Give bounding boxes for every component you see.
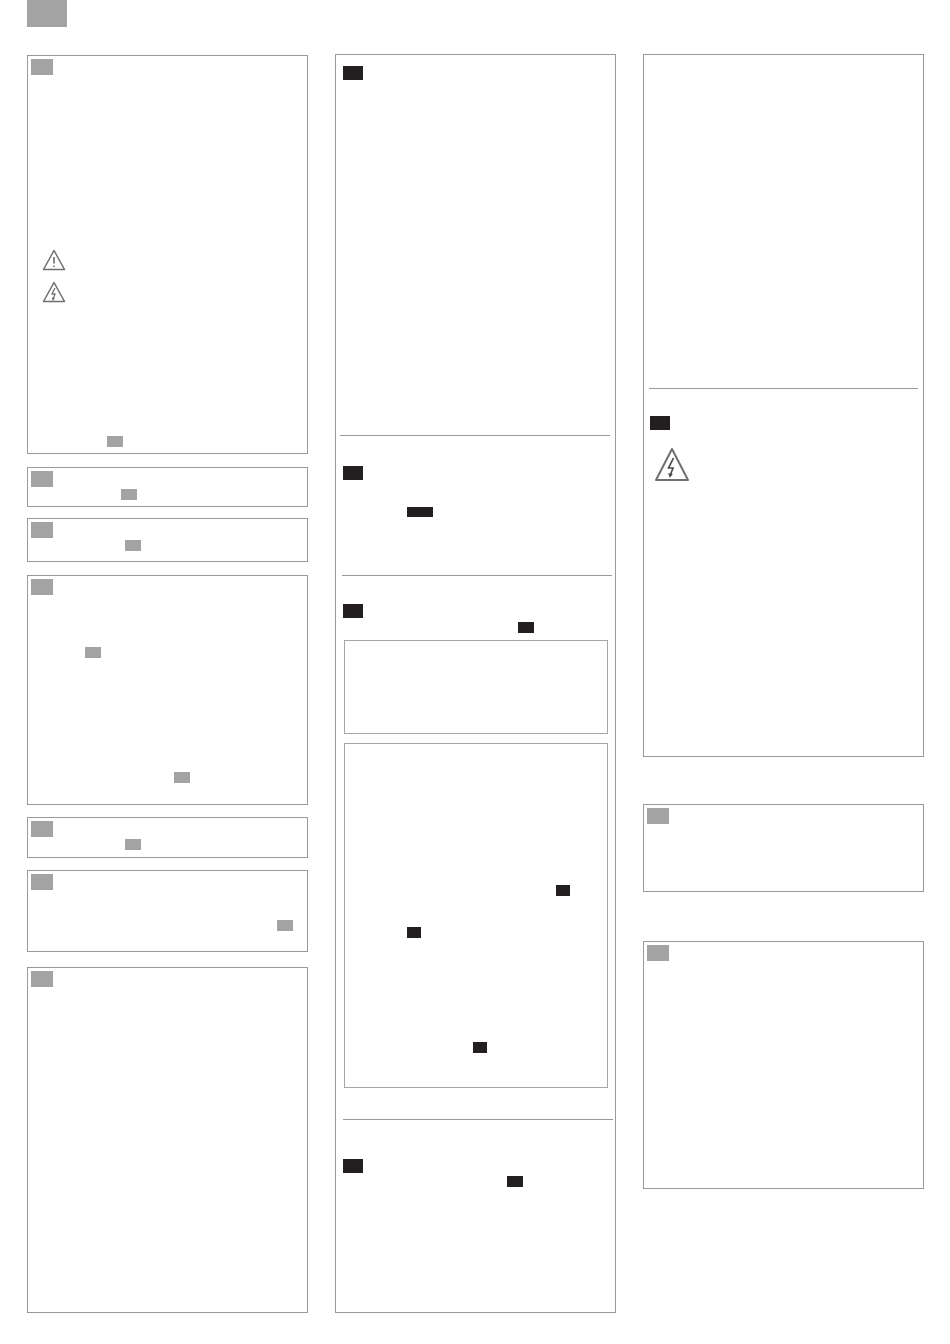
divider <box>343 1119 613 1120</box>
page-header-tab <box>27 0 67 27</box>
right-section-x <box>643 54 924 757</box>
left-section-2 <box>27 467 308 507</box>
left-section-7 <box>27 967 308 1313</box>
left-section-4 <box>27 575 308 805</box>
inline-marker <box>473 1042 487 1053</box>
divider <box>649 388 918 389</box>
section-marker <box>650 416 670 430</box>
divider <box>340 435 610 436</box>
right-section-y <box>643 804 924 892</box>
info-box <box>344 640 608 734</box>
divider <box>342 575 612 576</box>
middle-section-d-marker <box>343 1159 363 1173</box>
section-marker <box>31 971 53 987</box>
inline-marker <box>107 436 123 447</box>
section-marker <box>647 808 669 824</box>
left-section-6 <box>27 870 308 952</box>
inline-marker <box>507 1176 523 1187</box>
middle-section-b-marker <box>343 466 363 480</box>
left-section-3 <box>27 518 308 562</box>
inline-marker <box>174 772 190 783</box>
warning-triangle-icon <box>42 249 66 271</box>
section-marker <box>31 522 53 538</box>
inline-marker <box>277 920 293 931</box>
left-section-5 <box>27 817 308 858</box>
inline-marker <box>407 927 421 938</box>
section-marker <box>31 471 53 487</box>
inline-marker <box>85 647 101 658</box>
inline-marker <box>125 839 141 850</box>
section-marker <box>31 579 53 595</box>
middle-section-c-marker <box>343 604 363 618</box>
electric-hazard-icon <box>42 281 66 303</box>
inline-marker <box>125 540 141 551</box>
inline-marker <box>518 622 534 633</box>
left-section-1 <box>27 55 308 454</box>
right-section-z <box>643 941 924 1189</box>
section-marker <box>31 821 53 837</box>
section-marker <box>647 945 669 961</box>
inline-marker <box>121 489 137 500</box>
info-box <box>344 743 608 1088</box>
inline-marker <box>407 507 433 517</box>
middle-section-a-marker <box>343 66 363 80</box>
section-marker <box>31 874 53 890</box>
electric-hazard-icon <box>654 447 690 483</box>
section-marker <box>31 59 53 75</box>
inline-marker <box>556 885 570 896</box>
